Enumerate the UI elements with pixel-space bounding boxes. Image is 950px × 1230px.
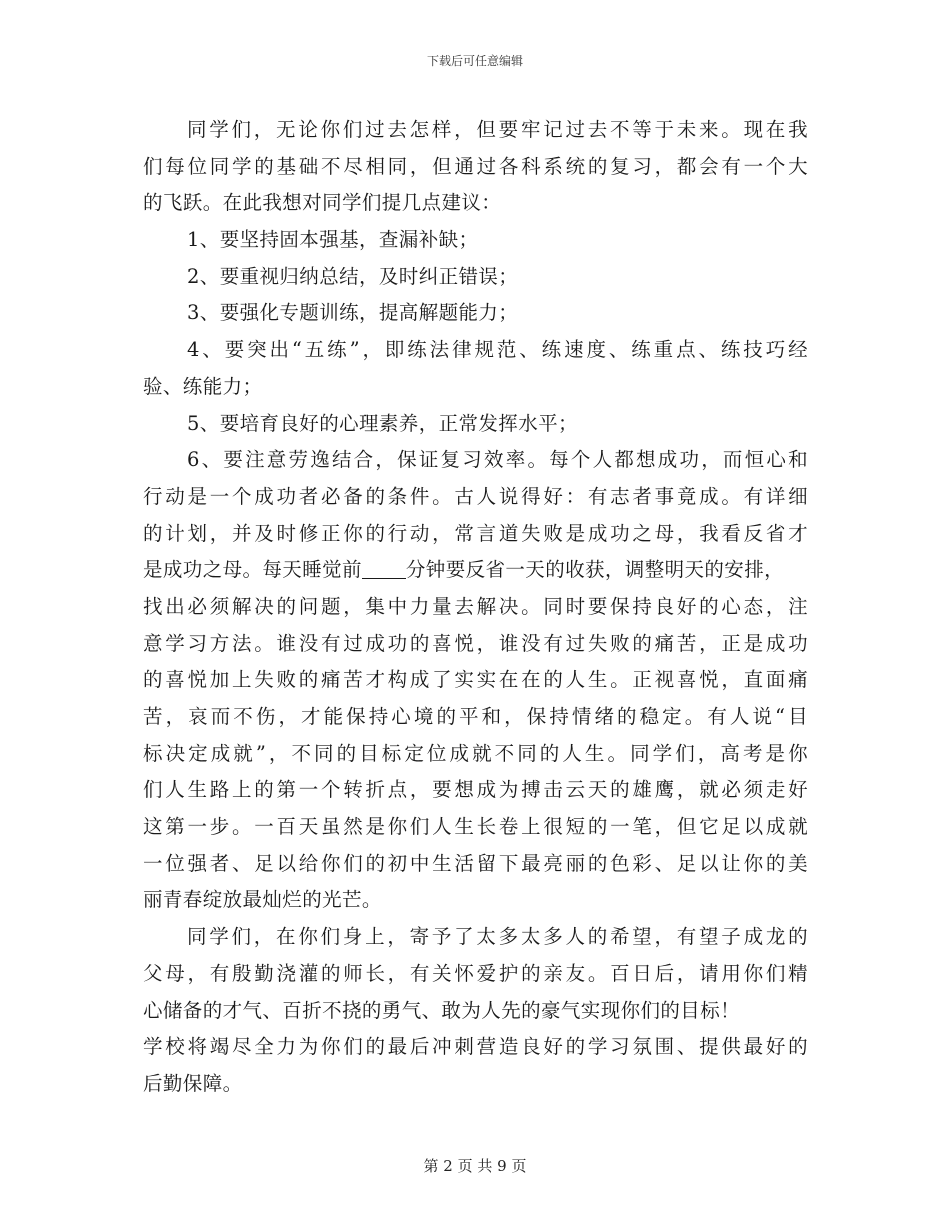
paragraph-line-with-blank [143, 552, 808, 589]
paragraph-line: 丽青春绽放最灿烂的光芒。 [143, 888, 382, 912]
paragraph-line: 意学习方法。谁没有过成功的喜悦，谁没有过失败的痛苦，正是成功 [143, 631, 808, 655]
paragraph-line: 行动是一个成功者必备的条件。古人说得好：有志者事竟成。有详细 [143, 484, 808, 508]
paragraph-line: 们每位同学的基础不尽相同，但通过各科系统的复习，都会有一个大 [143, 154, 808, 178]
paragraph-line: 同学们，无论你们过去怎样，但要牢记过去不等于未来。现在我 [187, 118, 808, 141]
paragraph-line: 苦，哀而不伤，才能保持心境的平和，保持情绪的稳定。有人说“目 [143, 705, 808, 728]
paragraph-line: 的飞跃。在此我想对同学们提几点建议： [143, 191, 502, 215]
paragraph-line: 后勤保障。 [143, 1071, 243, 1095]
paragraph-line: 找出必须解决的问题，集中力量去解决。同时要保持良好的心态，注 [143, 594, 808, 618]
paragraph-line: 学校将竭尽全力为你们的最后冲刺营造良好的学习氛围、提供最好的 [143, 1035, 808, 1059]
list-item: 1、要坚持固本强基，查漏补缺； [187, 228, 479, 252]
paragraph-line: 标决定成就”，不同的目标定位成就不同的人生。同学们，高考是你 [143, 741, 808, 765]
paragraph-line: 验、练能力； [143, 374, 263, 398]
page-header-note: 下载后可任意编辑 [426, 54, 523, 68]
list-item: 5、要培育良好的心理素养，正常发挥水平； [187, 411, 578, 435]
list-item: 2、要重视归纳总结，及时纠正错误； [187, 264, 519, 288]
paragraph-line: 同学们，在你们身上，寄予了太多太多人的希望，有望子成龙的 [187, 925, 808, 949]
paragraph-line: 一位强者、足以给你们的初中生活留下最亮丽的色彩、足以让你的美 [143, 851, 808, 875]
paragraph-line: 这第一步。一百天虽然是你们人生长卷上很短的一笔，但它足以成就 [143, 815, 808, 839]
list-item: 3、要强化专题训练，提高解题能力； [187, 301, 519, 325]
text-before-blank: 是成功之母。每天睡觉前 [143, 558, 362, 582]
list-item: 6、要注意劳逸结合，保证复习效率。每个人都想成功，而恒心和 [187, 448, 808, 472]
text-after-blank: 分钟要反省一天的收获，调整明天的安排， [405, 558, 785, 582]
paragraph-line: 心储备的才气、百折不挠的勇气、敢为人先的豪气实现你们的目标！ [143, 998, 741, 1022]
document-body [143, 112, 808, 1103]
paragraph-line: 的计划，并及时修正你的行动，常言道失败是成功之母，我看反省才 [143, 521, 808, 545]
paragraph-line: 父母，有殷勤浇灌的师长，有关怀爱护的亲友。百日后，请用你们精 [143, 961, 808, 985]
fill-in-blank [362, 558, 406, 579]
paragraph-line: 们人生路上的第一个转折点，要想成为搏击云天的雄鹰，就必须走好 [143, 778, 808, 802]
paragraph-line: 的喜悦加上失败的痛苦才构成了实实在在的人生。正视喜悦，直面痛 [143, 668, 808, 692]
list-item: 4、要突出“五练”，即练法律规范、练速度、练重点、练技巧经 [187, 338, 808, 362]
page-number: 第 2 页 共 9 页 [423, 1157, 527, 1175]
